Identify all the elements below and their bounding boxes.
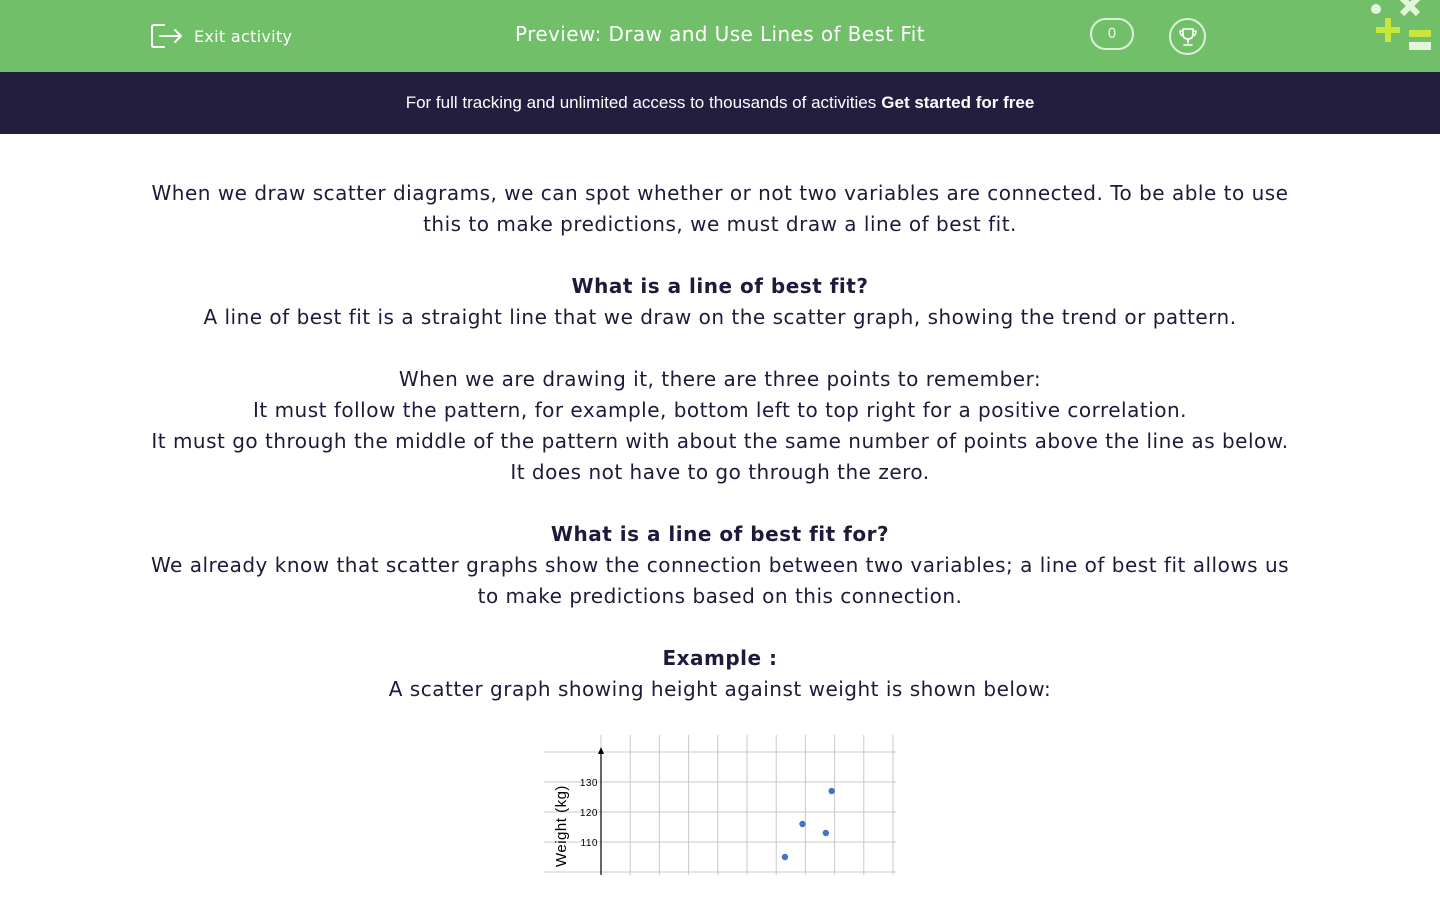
point-1: It must follow the pattern, for example, bottom left to top right for a positive correlation. [252, 398, 1188, 422]
data-point [799, 821, 805, 827]
data-point [782, 854, 788, 860]
y-axis-label: Weight (kg) [553, 785, 570, 867]
scatter-chart [544, 735, 896, 875]
top-bar [0, 0, 1440, 72]
intro-paragraph: When we draw scatter diagrams, we can spot whether or not two variables are connected. To be able to use this to make predictions, we must draw a line of best fit. [151, 181, 1289, 236]
example-heading: Example : [662, 646, 778, 670]
exit-label: Exit activity [194, 26, 293, 46]
answer-what-for: We already know that scatter graphs show the connection between two variables; a line of best fit allows us to make predictions based on this connection. [150, 553, 1290, 608]
scatter-chart-container [150, 735, 1290, 875]
y-tick-label: 110 [580, 838, 598, 849]
heading-what-is: What is a line of best fit? [571, 274, 869, 298]
trophy-button[interactable] [1169, 18, 1206, 55]
get-started-link[interactable]: Get started for free [881, 93, 1035, 112]
banner-text: For full tracking and unlimited access to thousands of activities [405, 93, 877, 112]
y-tick-label: 130 [579, 778, 598, 789]
points-intro: When we are drawing it, there are three points to remember: [398, 367, 1042, 391]
trophy-icon [1177, 26, 1199, 48]
score-badge: 0 [1090, 18, 1134, 50]
data-point [828, 788, 834, 794]
point-3: It does not have to go through the zero. [510, 460, 930, 484]
page-title: Preview: Draw and Use Lines of Best Fit [515, 22, 925, 46]
point-2: It must go through the middle of the pattern with about the same number of points above the line as below. [151, 429, 1289, 453]
data-point [823, 830, 829, 836]
heading-what-for: What is a line of best fit for? [550, 522, 890, 546]
lesson-content [150, 134, 1290, 875]
example-text: A scatter graph showing height against weight is shown below: [388, 677, 1052, 701]
y-tick-label: 120 [579, 808, 598, 819]
y-axis-arrow [598, 747, 604, 754]
promo-banner [0, 72, 1440, 134]
answer-what-is: A line of best fit is a straight line that we draw on the scatter graph, showing the trend or pattern. [203, 305, 1237, 329]
logo-icon [1368, 0, 1440, 56]
